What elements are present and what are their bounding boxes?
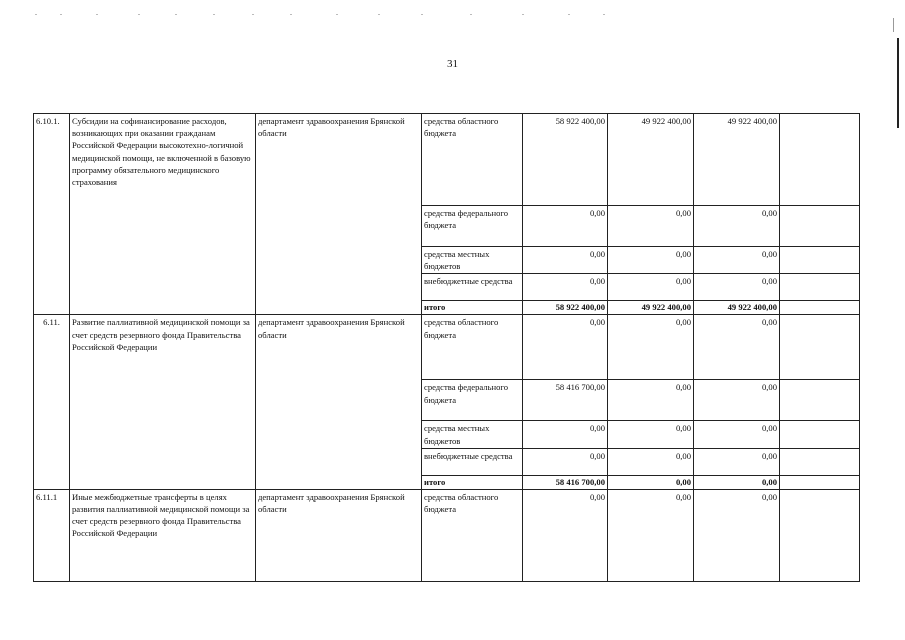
source-label: внебюджетные средства [422,274,523,301]
row-executor: департамент здравоохранения Брянской области [256,315,422,489]
row-executor: департамент здравоохранения Брянской области [256,489,422,581]
empty-cell [780,274,860,301]
row-executor: департамент здравоохранения Брянской области [256,114,422,315]
source-label: средства областного бюджета [422,489,523,581]
source-label: средства областного бюджета [422,114,523,206]
empty-cell [780,448,860,475]
total-label: итого [422,301,523,315]
page-number: 31 [447,58,458,70]
source-label: средства федерального бюджета [422,380,523,421]
value-cell: 49 922 400,00 [608,114,694,206]
empty-cell [780,380,860,421]
value-cell: 0,00 [608,206,694,247]
row-code: 6.11. [34,315,70,489]
total-value: 0,00 [608,475,694,489]
total-value: 58 922 400,00 [523,301,608,315]
value-cell: 58 922 400,00 [523,114,608,206]
value-cell: 0,00 [608,274,694,301]
value-cell: 49 922 400,00 [694,114,780,206]
value-cell: 0,00 [523,274,608,301]
empty-cell [780,475,860,489]
row-code: 6.10.1. [34,114,70,315]
source-label: средства федерального бюджета [422,206,523,247]
source-label: внебюджетные средства [422,448,523,475]
value-cell: 0,00 [694,448,780,475]
value-cell: 0,00 [694,380,780,421]
row-name: Субсидии на софинансирование расходов, возникающих при оказании гражданам Российской Федерации высокотехно-логичной медицинской помощи, не включенной в базовую программу обязательного медицинского страхования [70,114,256,315]
value-cell: 0,00 [523,489,608,581]
value-cell: 0,00 [694,489,780,581]
value-cell: 0,00 [523,448,608,475]
scan-edge-mark [893,18,894,32]
value-cell: 0,00 [694,247,780,274]
value-cell: 0,00 [608,380,694,421]
row-code: 6.11.1 [34,489,70,581]
value-cell: 0,00 [694,315,780,380]
empty-cell [780,301,860,315]
value-cell: 0,00 [608,315,694,380]
value-cell: 58 416 700,00 [523,380,608,421]
value-cell: 0,00 [694,274,780,301]
value-cell: 0,00 [694,206,780,247]
table-row [34,114,860,206]
source-label: средства местных бюджетов [422,247,523,274]
value-cell: 0,00 [523,247,608,274]
source-label: средства местных бюджетов [422,421,523,448]
total-label: итого [422,475,523,489]
total-value: 49 922 400,00 [694,301,780,315]
value-cell: 0,00 [523,421,608,448]
value-cell: 0,00 [608,421,694,448]
value-cell: 0,00 [523,206,608,247]
empty-cell [780,206,860,247]
row-name: Развитие паллиативной медицинской помощи за счет средств резервного фонда Правительства Российской Федерации [70,315,256,489]
table-row [34,315,860,380]
value-cell: 0,00 [608,247,694,274]
value-cell: 0,00 [523,315,608,380]
table-row [34,489,860,581]
total-value: 49 922 400,00 [608,301,694,315]
budget-table [33,113,860,582]
empty-cell [780,421,860,448]
empty-cell [780,315,860,380]
scan-noise [0,14,905,22]
total-value: 58 416 700,00 [523,475,608,489]
value-cell: 0,00 [694,421,780,448]
total-value: 0,00 [694,475,780,489]
value-cell: 0,00 [608,489,694,581]
source-label: средства областного бюджета [422,315,523,380]
row-name: Иные межбюджетные трансферты в целях развития паллиативной медицинской помощи за счет средств резервного фонда Правительства Российской Федерации [70,489,256,581]
empty-cell [780,489,860,581]
value-cell: 0,00 [608,448,694,475]
scan-edge-bar [897,38,899,128]
empty-cell [780,247,860,274]
empty-cell [780,114,860,206]
